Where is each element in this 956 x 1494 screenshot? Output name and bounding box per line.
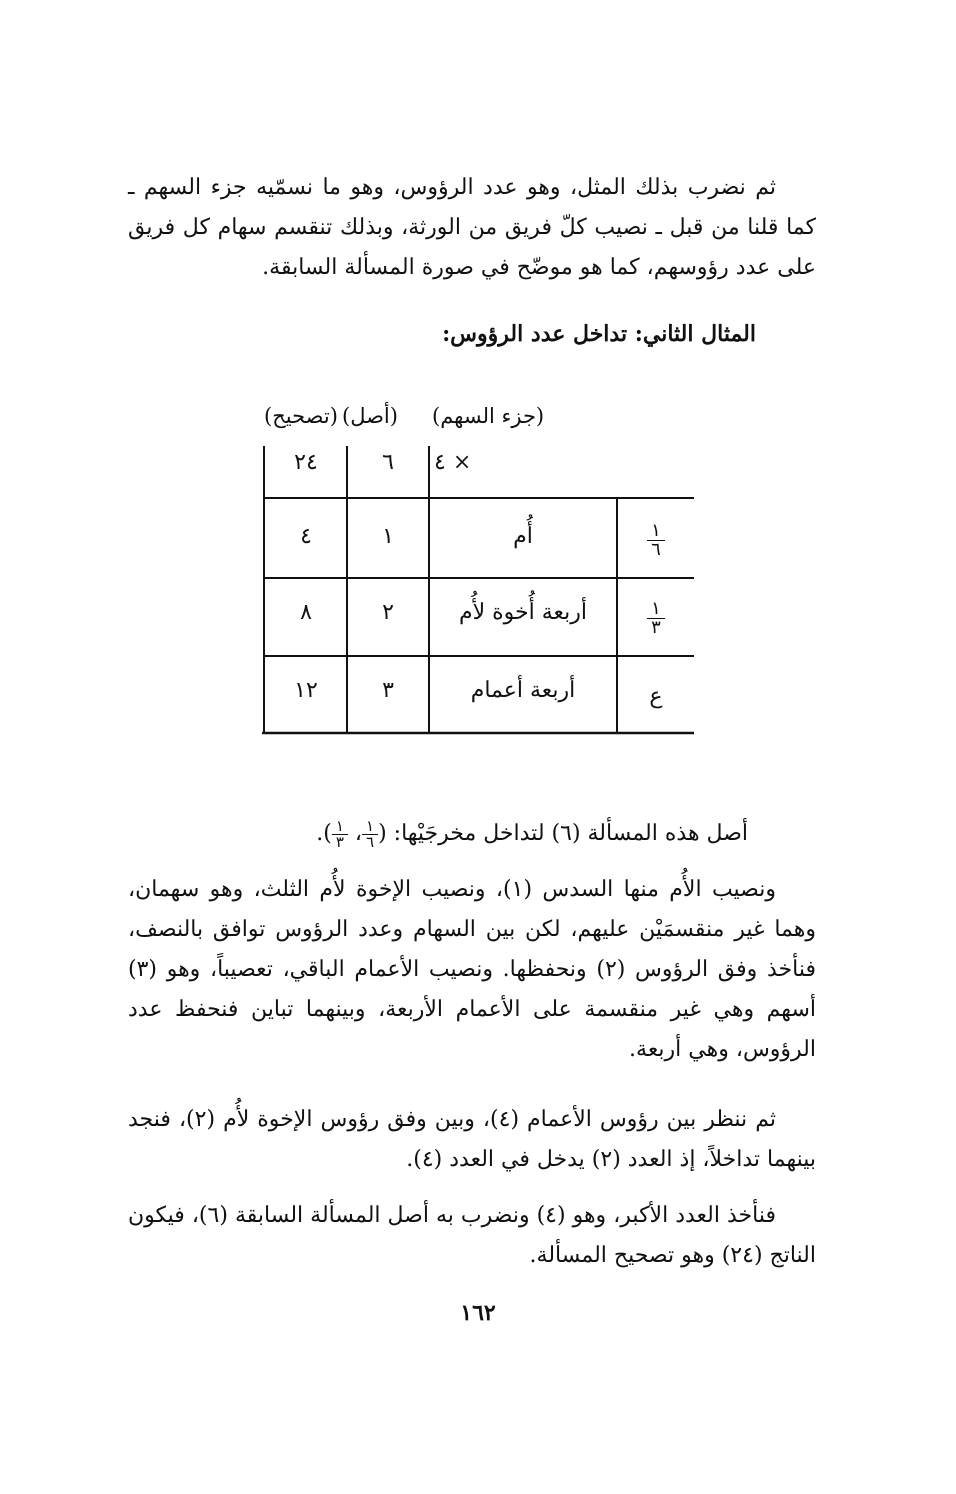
share-cell-mother [618, 522, 694, 559]
origin-paragraph [148, 814, 748, 854]
multiplier-cell: × ٤ [434, 450, 472, 475]
compare-paragraph: ثم ننظر بين رؤوس الأعمام (٤)، وبين وفق رؤوس الإخوة لأُم (٢)، فنجد بينهما تداخلاً، إذ العدد (٢) يدخل في العدد (٤). [128, 1107, 816, 1172]
origin-fraction-sixth [362, 816, 378, 851]
heir-cell-brothers: أربعة أُخوة لأُم [458, 600, 588, 625]
header-asl: (أصل) [342, 404, 398, 428]
share-cell-uncles: ع [649, 684, 663, 709]
fraction-denominator: ٦ [366, 832, 375, 851]
tashih-cell-mother: ٤ [300, 524, 312, 549]
fraction-numerator: ١ [362, 819, 378, 835]
origin-fraction-third [332, 816, 348, 851]
heir-cell-mother: أُم [513, 524, 533, 549]
fraction-numerator: ١ [647, 600, 665, 619]
tashih-cell-uncles: ١٢ [294, 678, 318, 703]
fraction-denominator: ٦ [651, 539, 661, 560]
shares-paragraph: ونصيب الأُم منها السدس (١)، ونصيب الإخوة لأُم الثلث، وهو سهمان، وهما غير منقسمَيْن عليهم، لكن بين السهام وعدد الرؤوس توافق بالنصف، فنأخذ وفق الرؤوس (٢) ونحفظها. ونصيب الأعمام الباقي، تعصيباً، وهو (٣) أسهم وهي غير منقسمة على الأعمام الأربعة، وبينهما تباين فنحفظ عدد الرؤوس، وهي أربعة. [128, 877, 817, 1062]
header-saham: (جزء السهم) [432, 404, 545, 428]
heir-cell-uncles: أربعة أعمام [470, 678, 576, 703]
tashih-top-cell: ٢٤ [294, 450, 318, 475]
fraction-numerator: ١ [332, 819, 348, 835]
fraction-denominator: ٣ [651, 617, 661, 638]
fraction-numerator: ١ [647, 522, 665, 541]
fraction-third [647, 600, 665, 637]
share-cell-brothers [618, 600, 694, 637]
origin-separator: ، [347, 821, 363, 846]
origin-end: ). [316, 821, 332, 846]
asl-cell-uncles: ٣ [382, 678, 394, 703]
intro-paragraph: ثم نضرب بذلك المثل، وهو عدد الرؤوس، وهو ما نسمّيه جزء السهم ـ كما قلنا من قبل ـ نصيب كلّ فريق من الورثة، وبذلك تنقسم سهام كل فريق على عدد رؤوسهم، كما هو موضّح في صورة المسألة السابقة. [128, 175, 816, 280]
fraction-sixth [647, 522, 665, 559]
asl-cell-brothers: ٢ [382, 600, 394, 625]
header-tashih: (تصحيح) [264, 404, 338, 428]
example-heading: المثال الثاني: تداخل عدد الرؤوس: [442, 321, 756, 347]
origin-text: أصل هذه المسألة (٦) لتداخل مخرجَيْها: ( [378, 821, 748, 846]
tashih-cell-brothers: ٨ [300, 600, 312, 625]
asl-cell-mother: ١ [382, 524, 394, 549]
result-paragraph: فنأخذ العدد الأكبر، وهو (٤) ونضرب به أصل المسألة السابقة (٦)، فيكون الناتج (٢٤) وهو تصحيح المسألة. [128, 1203, 816, 1268]
page-number: ١٦٢ [460, 1300, 496, 1326]
fraction-denominator: ٣ [335, 832, 344, 851]
asl-top-cell: ٦ [382, 450, 394, 475]
